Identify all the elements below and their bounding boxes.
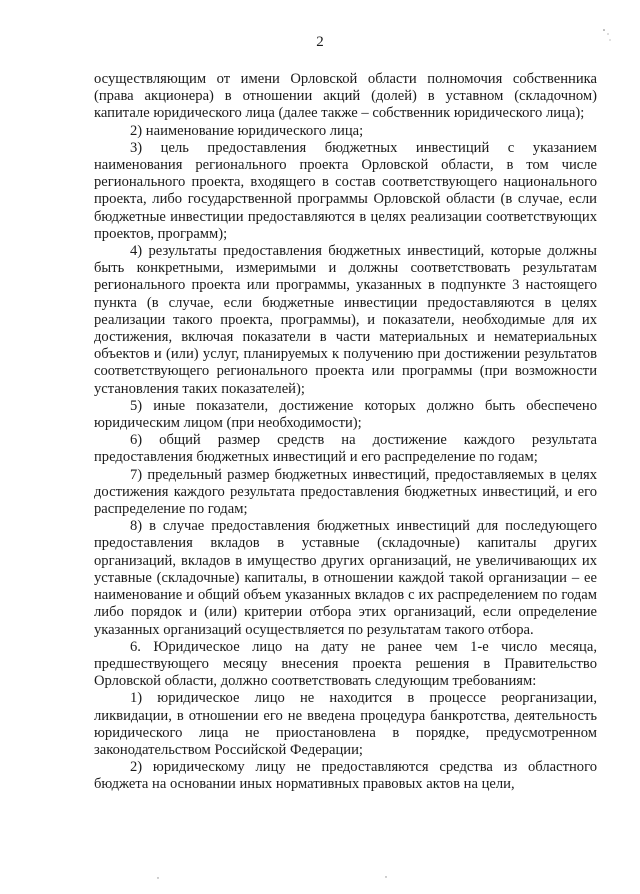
paragraph-item-5: 5) иные показатели, достижение которых должно быть обеспечено юридическим лицом (при необходимости);	[94, 397, 597, 432]
paragraph-requirement-2: 2) юридическому лицу не предоставляются средства из областного бюджета на основании иных нормативных правовых актов на цели,	[94, 759, 597, 793]
paragraph-item-4: 4) результаты предоставления бюджетных инвестиций, которые должны быть конкретными, измеримыми и должны соответствовать результатам регионального проекта или программы, указанных в подпункте 3 настоящего пункта (в случае, если бюджетные инвестиции предоставляются в целях реализации такого проекта, программы), и показатели, необходимые для их достижения, включая показатели в части материальных и нематериальных объектов и (или) услуг, планируемых к получению при достижении результатов соответствующего регионального проекта или программы (при возможности установления таких показателей);	[94, 243, 597, 397]
paragraph-item-8: 8) в случае предоставления бюджетных инвестиций для последующего предоставления вкладов в уставные (складочные) капиталы других организаций, вкладов в имущество других организаций, не увеличивающих их уставные (складочные) капиталы, в отношении каждой такой организации – ее наименование и общий объем указанных вкладов с их распределением по годам либо порядок и (или) критерии отбора этих организаций, если определение указанных организаций осуществляется по результатам такого отбора.	[94, 518, 597, 638]
scan-speck	[385, 876, 386, 877]
paragraph-requirement-1: 1) юридическое лицо не находится в процессе реорганизации, ликвидации, в отношении его не введена процедура банкротства, деятельность юридического лица не приостановлена в порядке, предусмотренном законодательством Российской Федерации;	[94, 690, 597, 758]
scan-speck	[157, 877, 158, 878]
paragraph-item-6: 6) общий размер средств на достижение каждого результата предоставления бюджетных инвестиций и его распределение по годам;	[94, 432, 597, 466]
document-body	[94, 71, 597, 794]
paragraph-item-7: 7) предельный размер бюджетных инвестиций, предоставляемых в целях достижения каждого результата предоставления бюджетных инвестиций, и его распределение по годам;	[94, 466, 597, 518]
paragraph-section-6: 6. Юридическое лицо на дату не ранее чем 1-е число месяца, предшествующего месяцу внесения проекта решения в Правительство Орловской области, должно соответствовать следующим требованиям:	[94, 638, 597, 690]
paragraph-item-3: 3) цель предоставления бюджетных инвестиций с указанием наименования регионального проекта Орловской области, в том числе регионального проекта, входящего в состав соответствующего национального проекта, либо государственной программы Орловской области (в случае, если бюджетные инвестиции предоставляются в целях реализации соответствующих проектов, программ);	[94, 139, 597, 242]
paragraph-continuation: осуществляющим от имени Орловской области полномочия собственника (права акционера) в отношении акций (долей) в уставном (складочном) капитале юридического лица (далее также – собственник юридического лица);	[94, 71, 597, 122]
paragraph-item-2: 2) наименование юридического лица;	[130, 122, 364, 139]
scan-speck	[603, 29, 605, 31]
page-number: 2	[316, 34, 324, 50]
